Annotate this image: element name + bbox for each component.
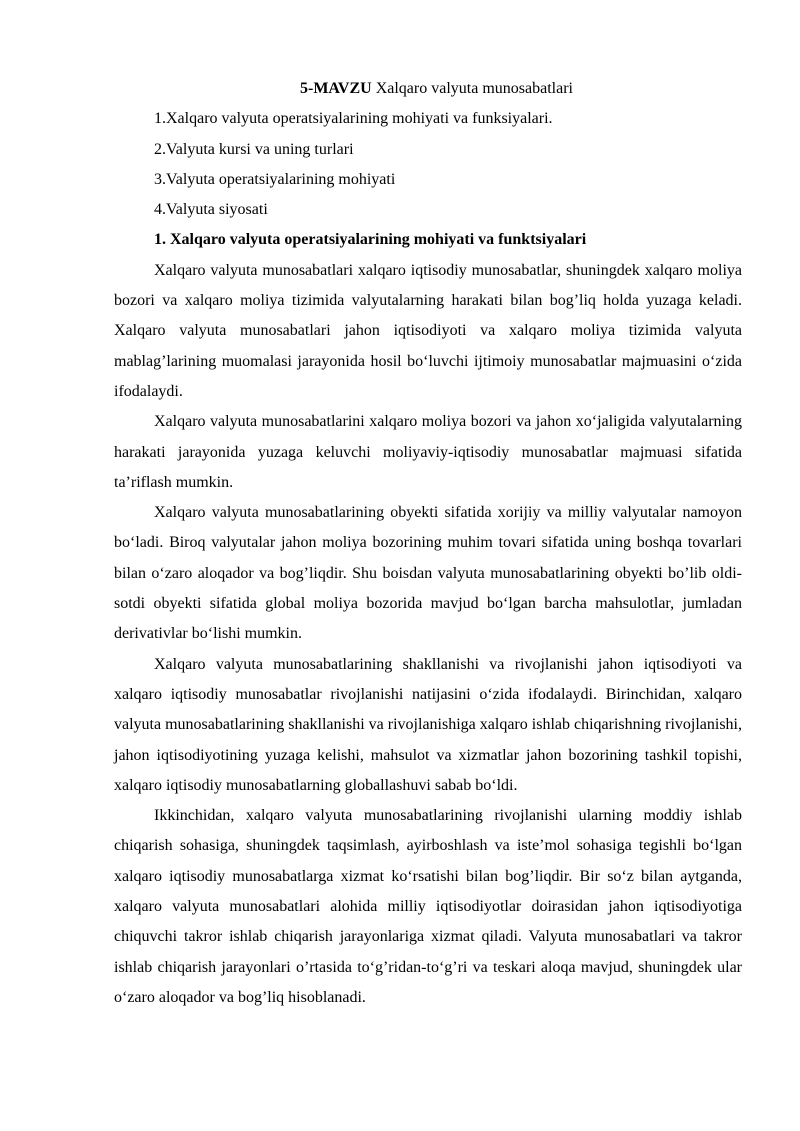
section-heading: 1. Xalqaro valyuta operatsiyalarining mohiyati va funktsiyalari xyxy=(154,231,587,249)
outline-item: 2.Valyuta kursi va uning turlari xyxy=(154,140,354,158)
paragraph: Xalqaro valyuta munosabatlari xalqaro iqtisodiy munosabatlar, shuningdek xalqaro moliya bozori va xalqaro moliya tizimida valyutalarning harakati bilan bog’liq holda yuzaga keladi. Xalqaro valyuta munosabatlari jahon iqtisodiyoti va xalqaro moliya tizimida valyuta mablag’larining muomalasi jarayonida hosil bo‘luvchi ijtimoiy munosabatlar majmuasini o‘zida ifodalaydi. xyxy=(114,261,742,400)
outline-item: 3.Valyuta operatsiyalarining mohiyati xyxy=(154,170,396,188)
page-title xyxy=(114,74,742,104)
outline-item: 4.Valyuta siyosati xyxy=(154,201,268,219)
topic-outline xyxy=(114,104,742,225)
topic-number: 5-MAVZU xyxy=(300,80,372,97)
paragraph: Ikkinchidan, xalqaro valyuta munosabatlarining rivojlanishi ularning moddiy ishlab chiqarish sohasiga, shuningdek taqsimlash, ayirboshlash va iste’mol sohasiga tegishli bo‘lgan xalqaro iqtisodiy munosabatlarga xizmat ko‘rsatishi bilan bog’liqdir. Bir so‘z bilan aytganda, xalqaro valyuta munosabatlari alohida milliy iqtisodiyotlar doirasidan jahon iqtisodiyotiga chiquvchi takror ishlab chiqarish jarayonlariga xizmat qiladi. Valyuta munosabatlari va takror ishlab chiqarish jarayonlari o’rtasida to‘g’ridan-to‘g’ri va teskari aloqa mavjud, shuningdek ular o‘zaro aloqador va bog’liq hisoblanadi. xyxy=(114,807,742,1006)
topic-title: Xalqaro valyuta munosabatlari xyxy=(371,80,573,97)
paragraph: Xalqaro valyuta munosabatlarining shakllanishi va rivojlanishi jahon iqtisodiyoti va xalqaro iqtisodiy munosabatlar rivojlanishi natijasini o‘zida ifodalaydi. Birinchidan, xalqaro valyuta munosabatlarining shakllanishi va rivojlanishiga xalqaro ishlab chiqarishning rivojlanishi, jahon iqtisodiyotining yuzaga kelishi, mahsulot va xizmatlar jahon bozorining tashkil topishi, xalqaro iqtisodiy munosabatlarning globallashuvi sabab bo‘ldi. xyxy=(114,655,742,794)
paragraph: Xalqaro valyuta munosabatlarini xalqaro moliya bozori va jahon xo‘jaligida valyutalarning harakati jarayonida yuzaga keluvchi moliyaviy-iqtisodiy munosabatlar majmuasi sifatida ta’riflash mumkin. xyxy=(114,413,742,491)
outline-item: 1.Xalqaro valyuta operatsiyalarining mohiyati va funksiyalari. xyxy=(154,110,553,128)
paragraph: Xalqaro valyuta munosabatlarining obyekti sifatida xorijiy va milliy valyutalar namoyon bo‘ladi. Biroq valyutalar jahon moliya bozorining muhim tovari sifatida uning boshqa tovarlari bilan o‘zaro aloqador va bog’liqdir. Shu boisdan valyuta munosabatlarining obyekti bo’lib oldi-sotdi obyekti sifatida global moliya bozorida mavjud bo‘lgan barcha mahsulotlar, jumladan derivativlar bo‘lishi mumkin. xyxy=(114,504,742,643)
document-body xyxy=(114,74,742,1013)
